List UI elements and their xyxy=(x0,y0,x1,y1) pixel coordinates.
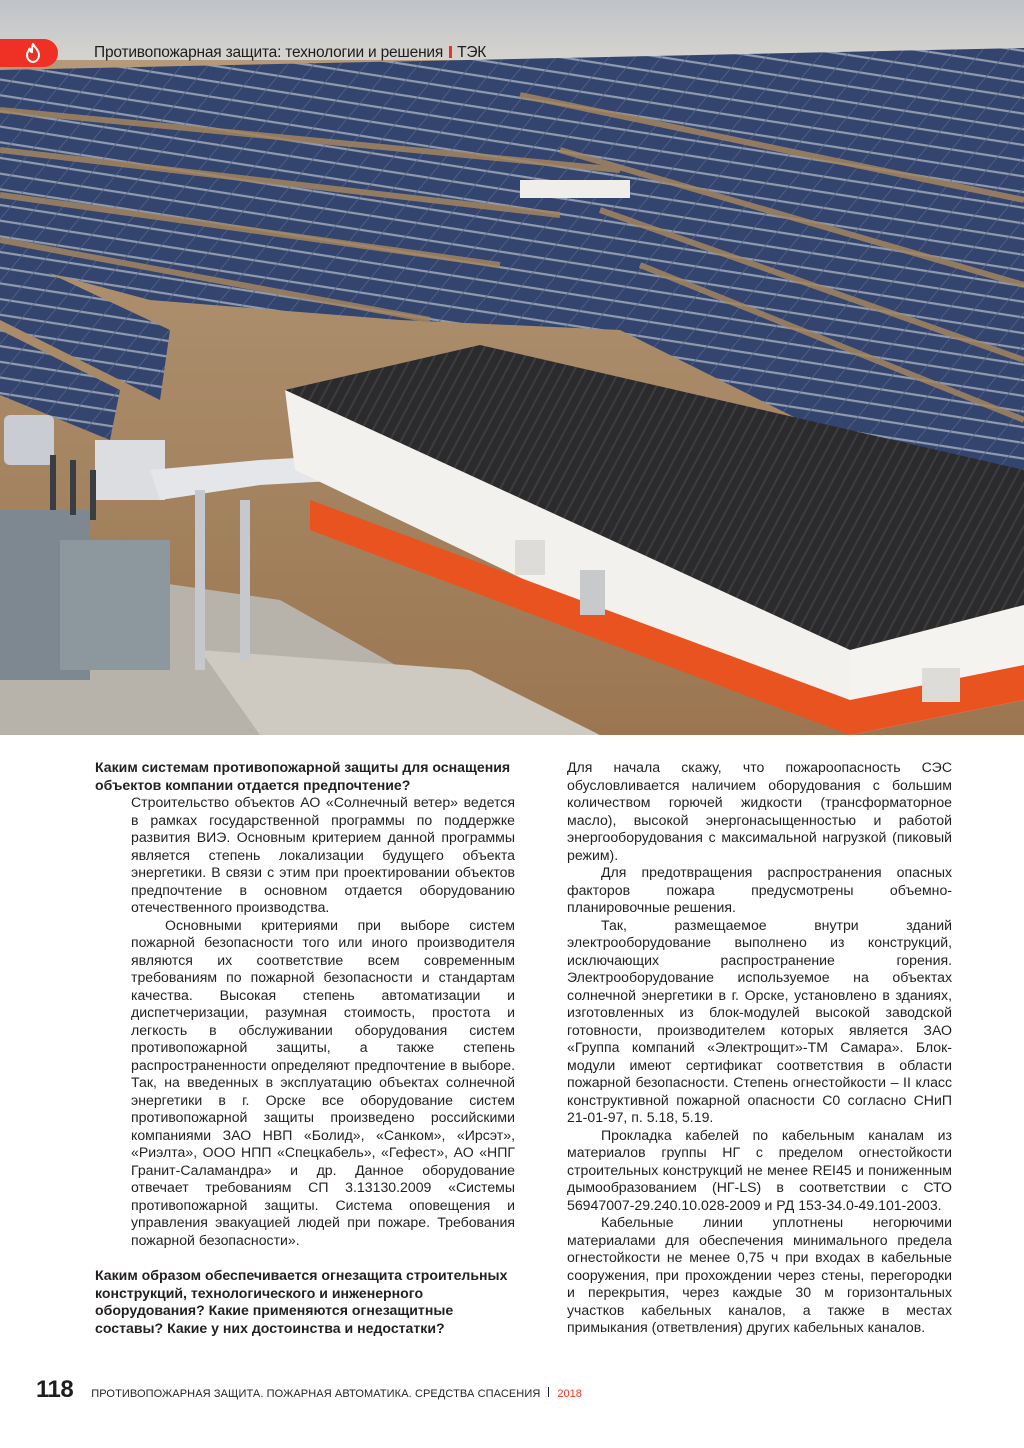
page-number: 118 xyxy=(36,1376,74,1403)
right-paragraph-2: Для предотвращения распространения опасных факторов пожара предусмотрены объемно-планировочные решения. xyxy=(567,864,952,915)
header-section: Противопожарная защита: технологии и решения xyxy=(94,44,444,61)
magazine-title: ПРОТИВОПОЖАРНАЯ ЗАЩИТА. ПОЖАРНАЯ АВТОМАТИКА. СРЕДСТВА СПАСЕНИЯ xyxy=(91,1388,541,1400)
right-paragraph-4: Прокладка кабелей по кабельным каналам из материалов группы НГ с пределом огнестойкости строительных конструкций не менее REI45 и пониженным дымообразованием (НГ-LS) в соответствии с СТО 56947007-29.240.10.028-2009 и РД 153-34.0-49.101-2003. xyxy=(567,1126,952,1213)
page-footer xyxy=(36,1376,582,1404)
question-2: Каким образом обеспечивается огнезащита строительных конструкций, технологического и инженерного оборудования? Какие применяются огнезащитные составы? Какие у них достоинства и недостатки? xyxy=(95,1267,508,1336)
issue-year: 2018 xyxy=(557,1388,582,1400)
footer-separator xyxy=(548,1387,549,1397)
running-header xyxy=(0,38,520,68)
right-column xyxy=(567,759,952,1337)
header-title xyxy=(94,44,486,62)
section-logo xyxy=(0,39,58,67)
right-paragraph-3: Так, размещаемое внутри зданий электрооборудование выполнено из конструкций, исключающих распространение горения. Электрооборудование используемое на объектах солнечной энергетики в г. Орске, установлено в зданиях, изготовленных из блок-модулей высокой заводской готовности, производителем которых является ЗАО «Группа компаний «Электрощит»-ТМ Самара». Блок-модули имеют сертификат соответствия в области пожарной безопасности. Степень огнестойкости – II класс конструктивной пожарной опасности С0 согласно СНиП 21-01-97, п. 5.18, 5.19. xyxy=(567,916,952,1125)
answer-1 xyxy=(95,794,515,1249)
answer-1-paragraph-2: Основными критериями при выборе систем пожарной безопасности того или иного производителя являются их соответствие всем современным требованиям по пожарной безопасности и стандартам качества. Высокая степень автоматизации и диспетчеризации, разумная стоимость, простота и легкость в обслуживании оборудования систем противопожарной защиты, а также степень распространенности определяют предпочтение в выборе. Так, на введенных в эксплуатацию объектах солнечной энергетики в г. Орске все оборудование систем противопожарной защиты произведено российскими компаниями ЗАО НВП «Болид», «Санком», «Ирсэт», «Риэлта», ООО НПП «Спецкабель», «Гефест», АО «НПГ Гранит-Саламандра» и др. Данное оборудование отвечает требованиям СП 3.13130.2009 «Системы противопожарной защиты. Система оповещения и управления эвакуацией людей при пожаре. Требования пожарной безопасности». xyxy=(131,916,515,1248)
right-paragraph-1: Для начала скажу, что пожароопасность СЭС обусловливается наличием оборудования с большим количеством горючей жидкости (трансформаторное масло), высокой энергонасыщенностью и работой энергооборудования с максимальной нагрузкой (пиковый режим). xyxy=(567,759,952,863)
right-paragraph-5: Кабельные линии уплотнены негорючими материалами для обеспечения минимального предела огнестойкости не менее 0,75 ч при входах в кабельные сооружения, при прохождении через стены, перегородки и перекрытия, через каждые 30 м горизонтальных участков кабельных каналов, а также в местах примыкания (ответвления) других кабельных каналов. xyxy=(567,1214,952,1335)
header-category: ТЭК xyxy=(457,44,487,61)
flame-icon xyxy=(24,43,42,63)
question-1: Каким системам противопожарной защиты для оснащения объектов компании отдается предпочтение? xyxy=(95,759,511,793)
answer-1-paragraph-1: Строительство объектов АО «Солнечный ветер» ведется в рамках государственной программы по поддержке развития ВИЭ. Основным критерием данной программы является степень локализации будущего объекта энергетики. В связи с этим при проектировании объектов предпочтение в основном отдается оборудованию отечественного производства. xyxy=(131,794,515,915)
left-column xyxy=(95,759,515,1337)
header-separator xyxy=(449,46,452,58)
